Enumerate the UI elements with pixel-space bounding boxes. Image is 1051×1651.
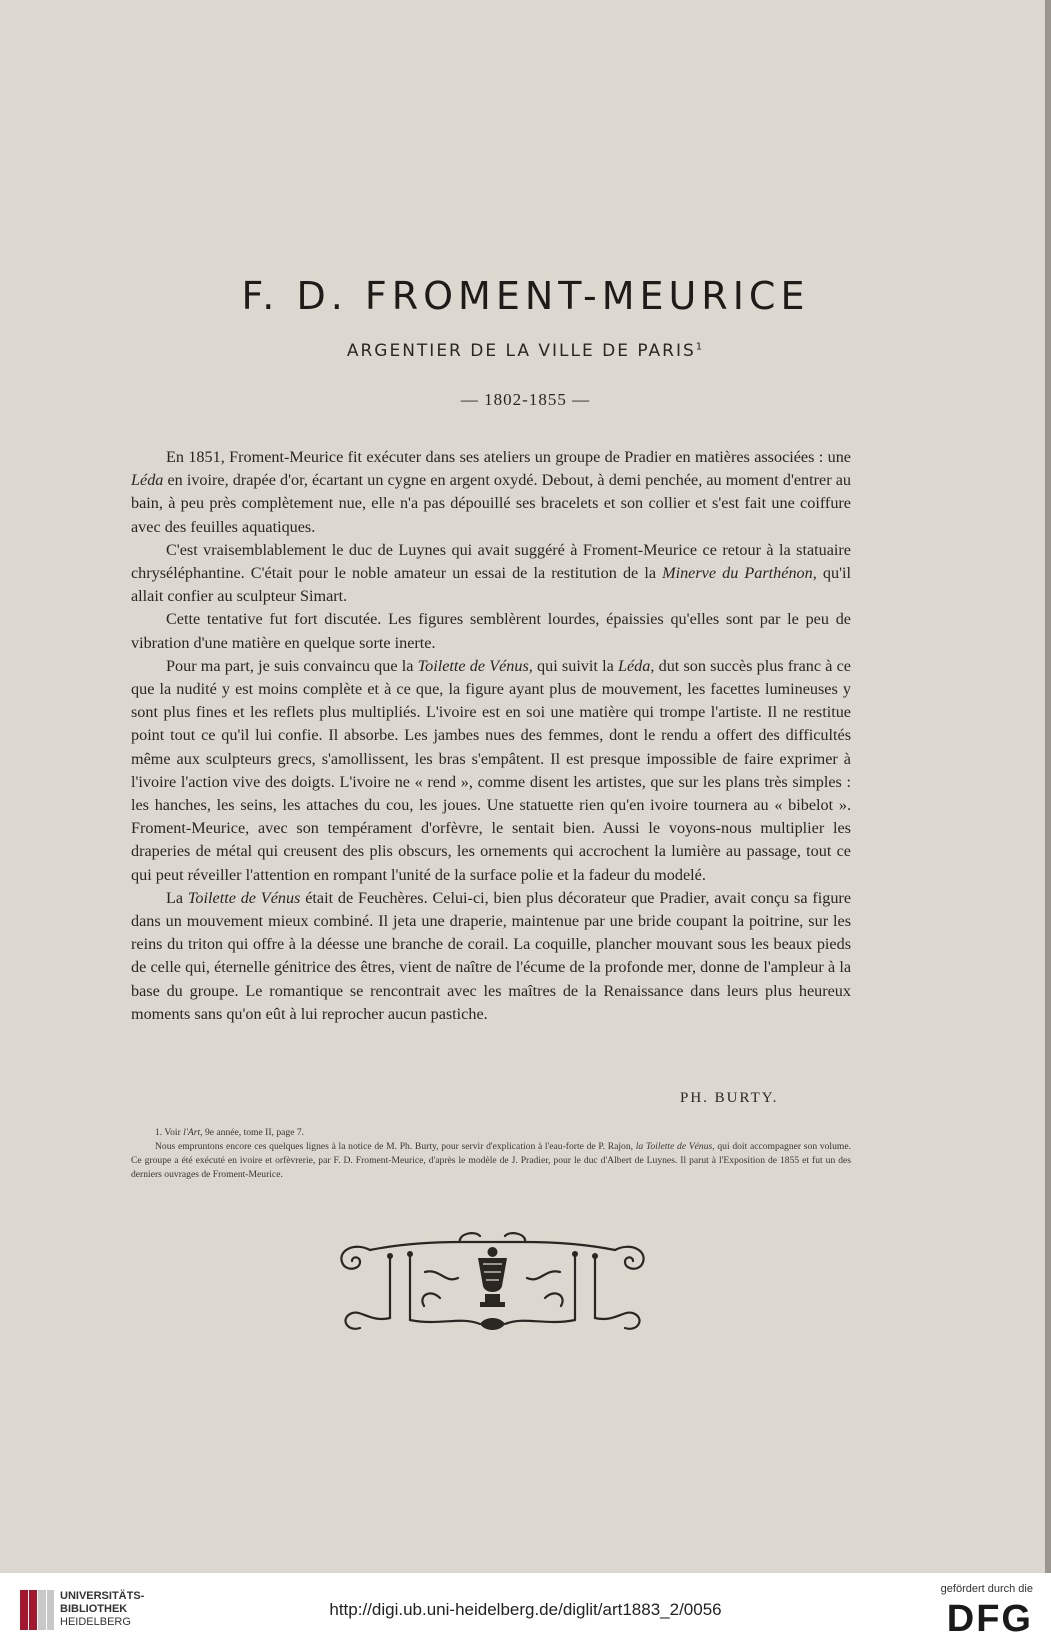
italic-title: l'Art	[183, 1127, 201, 1138]
article-body	[131, 446, 851, 1026]
italic-title: la Toilette de Vénus	[635, 1141, 713, 1152]
text-run: , 9e année, tome II, page 7.	[200, 1127, 305, 1138]
italic-title: Minerve du Parthénon	[662, 564, 813, 583]
italic-title: Léda	[131, 471, 164, 490]
italic-title: Toilette de Vénus,	[417, 656, 533, 675]
page-edge	[1045, 0, 1051, 1573]
text-run: En 1851, Froment-Meurice fit exécuter dans ses ateliers un groupe de Pradier en matières associées : une	[166, 448, 851, 466]
text-run: , qu'il allait confier au sculpteur Simart.	[131, 564, 851, 606]
footnotes	[131, 1126, 851, 1182]
life-dates: — 1802-1855 —	[460, 390, 591, 409]
footnote-marker: 1	[695, 341, 705, 353]
text-run: 1. Voir	[155, 1127, 184, 1138]
body-paragraph	[131, 887, 851, 1026]
footnote-paragraph	[131, 1140, 851, 1182]
text-run: Cette tentative fut fort discutée. Les figures semblèrent lourdes, épaissies qu'elles sont par le peu de vibration d'une matière en quelque sorte inerte.	[131, 610, 851, 652]
italic-title: Toilette de Vénus	[187, 888, 301, 907]
permalink-url[interactable]: http://digi.ub.uni-heidelberg.de/diglit/art1883_2/0056	[329, 1600, 722, 1619]
text-run: qui suivit la	[532, 656, 618, 675]
library-name-line: HEIDELBERG	[60, 1616, 131, 1628]
italic-title: Léda	[617, 656, 651, 675]
library-name-line: UNIVERSITÄTS-	[60, 1590, 145, 1602]
body-paragraph	[131, 539, 851, 609]
funding-label: gefördert durch die	[940, 1583, 1033, 1595]
text-run: , qui doit accompagner son volume. Ce groupe a été exécuté en ivoire et orfèvrerie, par F. D. Froment-Meurice, d'après le modèle de J. Pradier, pour le duc d'Albert de Luynes. Il parut à l'Exposition de 1855 et fut un des derniers ouvrages de Froment-Meurice.	[131, 1141, 851, 1180]
decorative-ornament	[330, 1228, 655, 1340]
author-signature: PH. BURTY.	[680, 1090, 779, 1106]
text-run: en ivoire, drapée d'or, écartant un cygne en argent oxydé. Debout, à demi penchée, au moment d'entrer au bain, à peu près complètement nue, elle n'a pas dépouillé ses bracelets et son collier et s'est fait une coiffure avec des feuilles aquatiques.	[131, 471, 851, 536]
body-paragraph	[131, 446, 851, 539]
text-run: Pour ma part, je suis convaincu que la	[166, 656, 418, 675]
text-run: était de Feuchères. Celui-ci, bien plus décorateur que Pradier, avait conçu sa figure dans un mouvement mieux combiné. Il jeta une draperie, maintenue par une bride coupant la poitrine, sur les reins du triton qui offre à la déesse une branche de corail. La coquille, plancher mouvant sous les beaux pieds de celle qui, éternelle génitrice des êtres, vient de naître de l'écume de la profonde mer, donne de l'ampleur à la base du groupe. Le romantique se rencontrait avec les maîtres de la Renaissance dans leurs plus heureux moments sans qu'on eût à lui reprocher aucun pastiche.	[131, 888, 851, 1023]
body-paragraph	[131, 655, 851, 887]
article-title: F. D. FROMENT-MEURICE	[241, 274, 810, 318]
subtitle-text: ARGENTIER DE LA VILLE DE PARIS	[346, 341, 696, 361]
text-run: La	[166, 888, 188, 907]
dfg-logo-icon: DFG	[946, 1598, 1033, 1640]
footnote-paragraph	[131, 1126, 851, 1140]
library-name-line: BIBLIOTHEK	[60, 1603, 128, 1615]
article-subtitle	[0, 341, 1051, 361]
text-run: , dut son succès plus franc à ce que la nudité y est moins complète et à ce que, la figure ayant plus de mouvement, les facettes lumineuses y sont plus fines et les reflets plus multipliés. L'ivoire est en soi une matière qui trompe l'artiste. Il ne restitue point tout ce qu'il lui confie. Il absorbe. Les jambes nues des femmes, dont le rendu a offert des difficultés même aux sculpteurs grecs, s'amollissent, les bras s'empâtent. Il est presque impossible de faire exprimer à l'ivoire l'action vive des doigts. L'ivoire ne « rend », comme disent les artistes, que sur les plans très simples : les hanches, les seins, les attaches du cou, les joues. Une statuette rien qu'en ivoire tournera au « bibelot ». Froment-Meurice, avec son tempérament d'orfèvre, le sentait bien. Aussi le voyons-nous multiplier les draperies de métal qui creusent des plis obscurs, les ornements qui accrochent la lumière au passage, tout ce qui peut réveiller l'attention en rompant l'unité de la surface polie et la fadeur du modelé.	[131, 656, 851, 884]
text-run: Nous empruntons encore ces quelques lignes à la notice de M. Ph. Burty, pour servir d'explication à l'eau-forte de P. Rajon,	[155, 1141, 636, 1152]
digitization-footer	[0, 1573, 1051, 1651]
text-run: C'est vraisemblablement le duc de Luynes qui avait suggéré à Froment-Meurice ce retour à la statuaire chryséléphantine. C'était pour le noble amateur un essai de la restitution de la	[131, 540, 851, 583]
body-paragraph	[131, 608, 851, 654]
